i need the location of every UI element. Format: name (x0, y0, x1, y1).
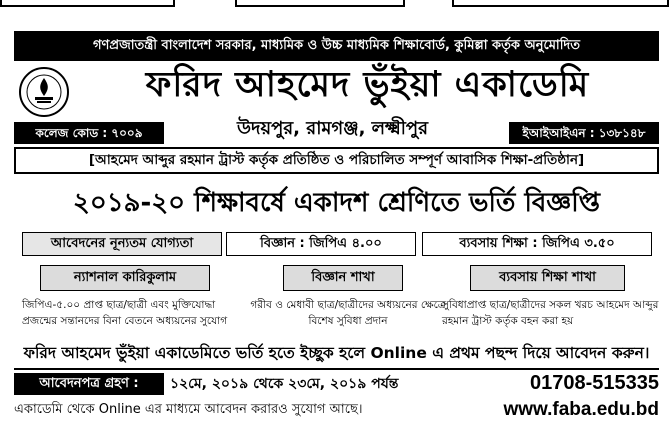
academy-location: উদয়পুর, রামগঞ্জ, লক্ষ্মীপুর (236, 118, 429, 139)
top-edge-box-middle (235, 0, 405, 7)
application-period-label: আবেদনপত্র গ্রহণ : (14, 373, 164, 395)
top-edge-strip (0, 0, 669, 9)
academy-crest-icon (18, 66, 70, 118)
stream-national-curriculum: ন্যাশনাল কারিকুলাম (40, 265, 210, 291)
website-url: www.faba.edu.bd (503, 399, 659, 420)
approval-banner: গণপ্রজাতন্ত্রী বাংলাদেশ সরকার, মাধ্যমিক ও উচ্চ মাধ্যমিক শিক্ষাবোর্ড, কুমিল্লা কর্তৃক অনুমোদিত (14, 31, 659, 61)
trust-note: [আহমেদ আব্দুর রহমান ট্রাস্ট কর্তৃক প্রতিষ্ঠিত ও পরিচালিত সম্পূর্ণ আবাসিক শিক্ষা-প্রতিষ্ঠান] (14, 147, 659, 174)
stream-national-curriculum-desc: জিপিএ-৫.০০ প্রাপ্ত ছাত্র/ছাত্রী এবং মুক্তিযোদ্ধা প্রজন্মের সন্তানদের বিনা বেতনে অধ্যয়নের সুযোগ (22, 299, 228, 327)
online-application-notice: ফরিদ আহমেদ ভুঁইয়া একাডেমিতে ভর্তি হতে ইচ্ছুক হলে Online এ প্রথম পছন্দ দিয়ে আবেদন করুন। (23, 344, 650, 362)
academy-name: ফরিদ আহমেদ ভুঁইয়া একাডেমি (145, 65, 590, 105)
admission-title: ২০১৯-২০ শিক্ষাবর্ষে একাদশ শ্রেণিতে ভর্তি বিজ্ঞপ্তি (72, 188, 601, 218)
top-edge-box-right (452, 0, 669, 7)
stream-science-desc: গরীব ও মেধাবী ছাত্র/ছাত্রীদের অধ্যয়নের ক্ষেত্রে বিশেষ সুবিধা প্রদান (250, 299, 446, 327)
stream-business: ব্যবসায় শিক্ষা শাখা (470, 265, 625, 291)
online-option-note: একাডেমি থেকে Online এর মাধ্যমে আবেদন করারও সুযোগ আছে। (14, 402, 363, 417)
application-period-dates: ১২মে, ২০১৯ থেকে ২৩মে, ২০১৯ পর্যন্ত (170, 376, 399, 392)
business-gpa-requirement: ব্যবসায় শিক্ষা : জিপিএ ৩.৫০ (422, 232, 652, 256)
contact-phone: 01708-515335 (529, 372, 659, 394)
top-edge-box-left (0, 0, 175, 7)
stream-science: বিজ্ঞান শাখা (283, 265, 403, 291)
min-qualification-label: আবেদনের নূন্যতম যোগ্যতা (22, 232, 222, 256)
college-code: কলেজ কোড : ৭০০৯ (14, 122, 164, 144)
science-gpa-requirement: বিজ্ঞান : জিপিএ ৪.০০ (226, 232, 416, 256)
eiin-number: ইআইআইএন : ১৩৮১৪৮ (509, 122, 659, 144)
stream-business-desc: সুবিধাপ্রাপ্ত ছাত্র/ছাত্রীদের সকল খরচ আহমেদ আব্দুর রহমান ট্রাস্ট কর্তৃক বহন করা হয় (442, 299, 659, 327)
